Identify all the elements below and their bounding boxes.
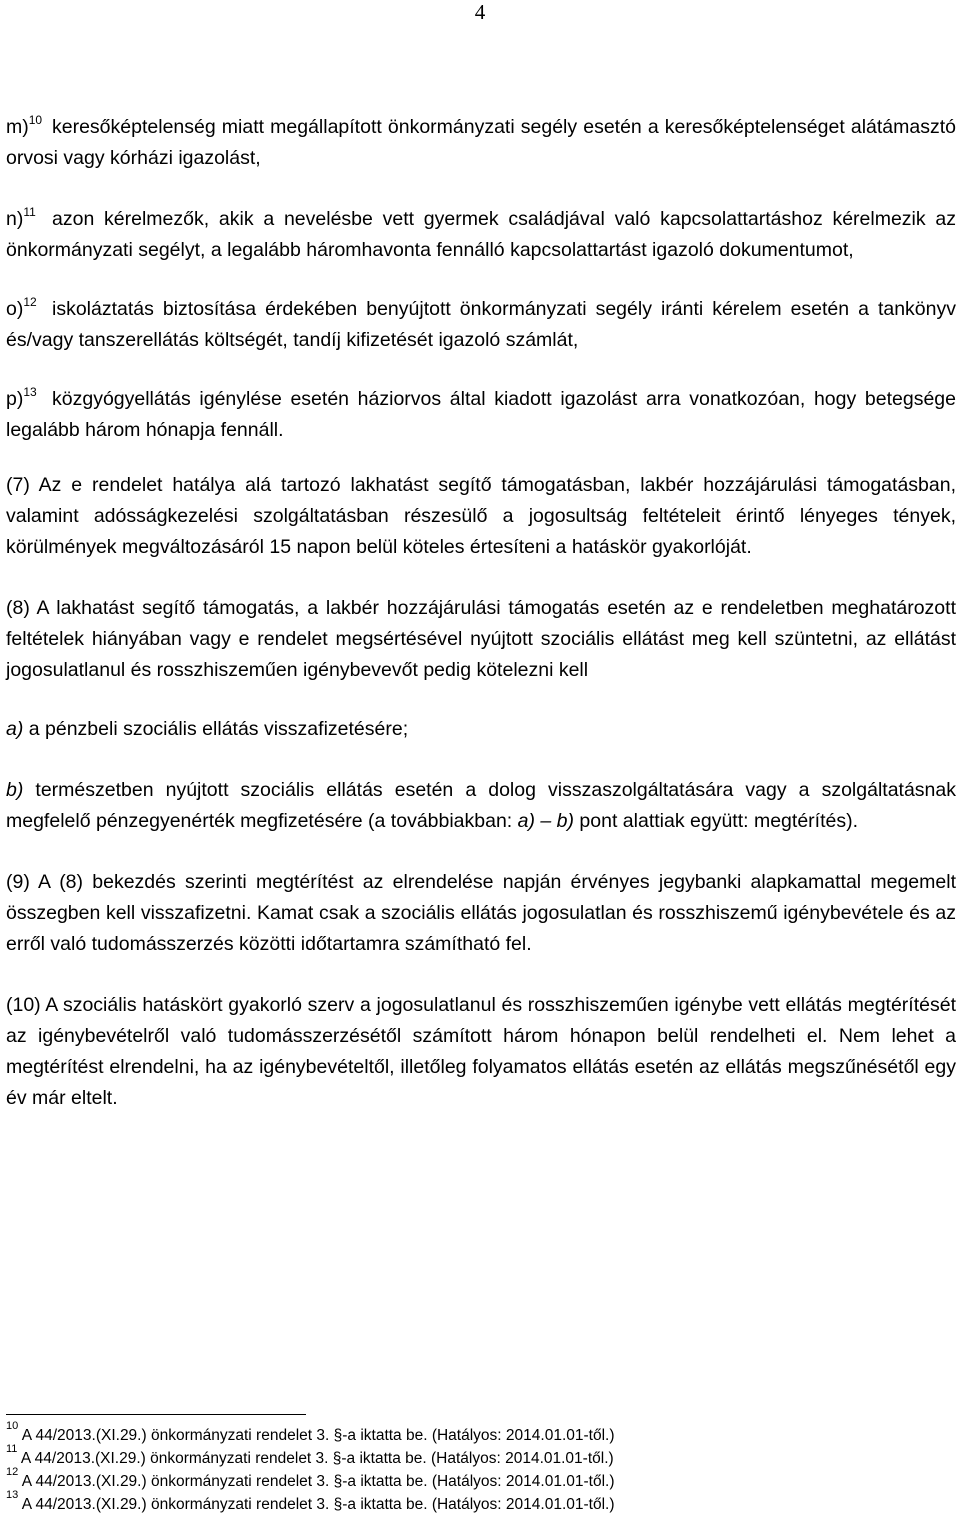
- footnote: [6, 1465, 956, 1493]
- footnote-number: 12: [6, 1465, 19, 1478]
- footnote-text: A 44/2013.(XI.29.) önkormányzati rendelet 3. §-a iktatta be. (Hatályos: 2014.01.01-től.): [17, 1450, 614, 1467]
- point-text-end: pont alattiak együtt: megtérítés).: [574, 810, 858, 832]
- footnote-text: A 44/2013.(XI.29.) önkormányzati rendelet 3. §-a iktatta be. (Hatályos: 2014.01.01-től.): [18, 1496, 615, 1513]
- document-body: [6, 112, 956, 1144]
- footnote: [6, 1488, 956, 1516]
- footnote-divider: [6, 1414, 306, 1415]
- footnote-number: 13: [6, 1488, 19, 1501]
- footnote-text: A 44/2013.(XI.29.) önkormányzati rendelet 3. §-a iktatta be. (Hatályos: 2014.01.01-től.): [18, 1473, 615, 1490]
- footnote-text: A 44/2013.(XI.29.) önkormányzati rendelet 3. §-a iktatta be. (Hatályos: 2014.01.01-től.): [18, 1427, 615, 1444]
- point-text: a pénzbeli szociális ellátás visszafizetésére;: [23, 718, 409, 740]
- list-item-o: [6, 294, 956, 356]
- paragraph-10: (10) A szociális hatáskört gyakorló szerv a jogosulatlanul és rosszhiszeműen igénybe vett ellátás megtérítését az igénybevételről való tudomásszerzésétől számított három hónapon belül rendelheti el. Nem lehet a megtérítést elrendelni, ha az igénybevételtől, illetőleg folyamatos ellátás esetén az ellátás megszűnésétől egy év már eltelt.: [6, 994, 956, 1109]
- point-text: természetben nyújtott szociális ellátás esetén a dolog visszaszolgáltatására vagy a szolgáltatásnak megfelelő pénzegyenérték megfizetésére (a továbbiakban:: [6, 779, 956, 832]
- point-marker: a): [6, 718, 24, 740]
- item-text: iskoláztatás biztosítása érdekében benyújtott önkormányzati segély iránti kérelem esetén a tankönyv és/vagy tanszerellátás költségét, tandíj kifizetését igazoló számlát,: [6, 298, 956, 351]
- item-text: azon kérelmezők, akik a nevelésbe vett gyermek családjával való kapcsolattartáshoz kérelmezik az önkormányzati segélyt, a legalább háromhavonta fennálló kapcsolattartást igazoló dokumentumot,: [6, 208, 956, 261]
- paragraph-7: (7) Az e rendelet hatálya alá tartozó lakhatást segítő támogatásban, lakbér hozzájárulási támogatásban, valamint adósságkezelési szolgáltatásban részesülő a jogosultság feltételeit érintő lényeges tények, körülmények megváltozásáról 15 napon belül köteles értesíteni a hatáskör gyakorlóját.: [6, 474, 956, 558]
- paragraph-8-point-a: [6, 714, 956, 745]
- item-marker: m)$^{10}$: [6, 112, 43, 138]
- footnote-number: 11: [6, 1442, 18, 1455]
- point-range: a) – b): [517, 810, 575, 832]
- list-item-n: [6, 204, 956, 266]
- item-marker: n)$^{11}$: [6, 204, 36, 230]
- item-text: keresőképtelenség miatt megállapított önkormányzati segély esetén a keresőképtelenséget alátámasztó orvosi vagy kórházi igazolást,: [6, 116, 956, 169]
- page-number: 4: [474, 0, 486, 24]
- footnote-ref[interactable]: 11: [23, 204, 36, 219]
- footnotes: [6, 1419, 956, 1516]
- list-item-p: [6, 384, 956, 446]
- footnote-ref[interactable]: 10: [28, 112, 43, 127]
- item-marker: o)$^{12}$: [6, 294, 37, 320]
- point-marker: b): [6, 779, 24, 801]
- paragraph-8: (8) A lakhatást segítő támogatás, a lakbér hozzájárulási támogatás esetén az e rendeletben meghatározott feltételek hiányában vagy e rendelet megsértésével nyújtott szociális ellátást meg kell szüntetni, az ellátást jogosulatlanul és rosszhiszeműen igénybevevőt pedig kötelezni kell: [6, 597, 956, 681]
- paragraph-9: (9) A (8) bekezdés szerinti megtérítést az elrendelése napján érvényes jegybanki alapkamattal megemelt összegben kell visszafizetni. Kamat csak a szociális ellátás jogosulatlan és rosszhiszemű igénybevétele és az erről való tudomásszerzés közötti időtartamra számítható fel.: [6, 871, 956, 955]
- footnote-ref[interactable]: 13: [23, 384, 37, 399]
- item-text: közgyógyellátás igénylése esetén háziorvos által kiadott igazolást arra vonatkozóan, hogy betegsége legalább három hónapja fennáll.: [6, 388, 956, 441]
- list-item-m: [6, 112, 956, 174]
- paragraph-8-point-b: [6, 775, 956, 837]
- item-marker: p)$^{13}$: [6, 384, 37, 410]
- footnote-number: 10: [6, 1419, 19, 1432]
- footnote: [6, 1419, 956, 1447]
- footnote-ref[interactable]: 12: [23, 294, 37, 309]
- footnote: [6, 1442, 956, 1470]
